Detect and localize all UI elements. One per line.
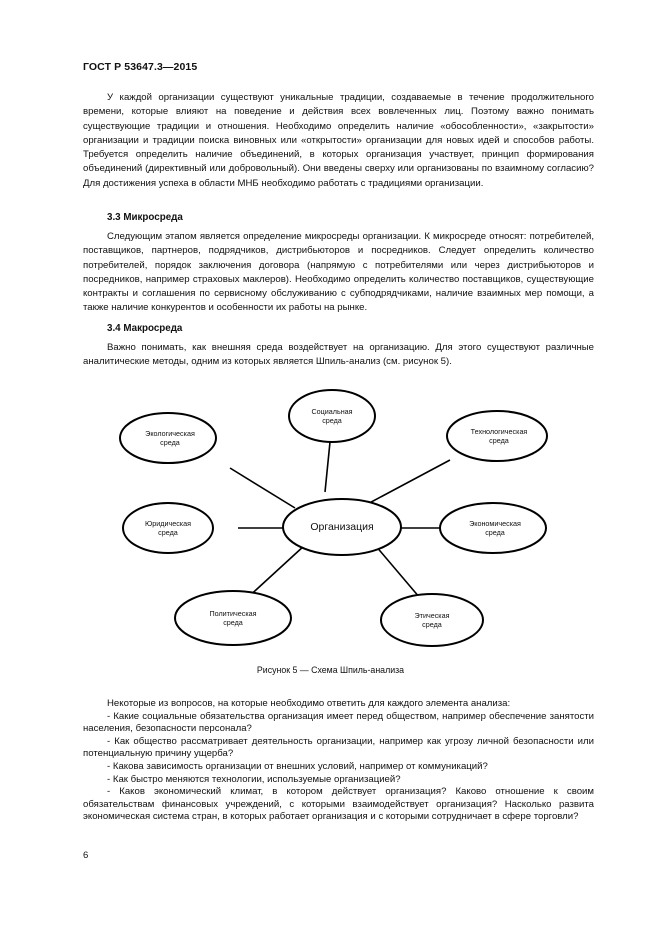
question-item: - Какова зависимость организации от внешних условий, например от коммуникаций?: [107, 760, 488, 772]
questions-intro: Некоторые из вопросов, на которые необходимо ответить для каждого элемента анализа:: [107, 698, 511, 709]
paragraph-macro: Важно понимать, как внешняя среда воздействует на организацию. Для этого существуют различные аналитические методы, одним из которых является Шпиль-анализ (см. рисунок 5).: [83, 342, 594, 368]
node-ecological: [145, 429, 195, 447]
node-social: [311, 407, 352, 425]
node-technological-line2: среда: [489, 436, 509, 445]
standard-header: ГОСТ Р 53647.3—2015: [83, 61, 198, 73]
paragraph-micro: Следующим этапом является определение микросреды организации. К микросреде относят: потребителей, поставщиков, партнеров, подрядчиков, дистрибьюторов и посредников. Следует определить количество потребителей, порядок заключения договора (напрямую с потребителями или через дистрибьюторов и посредников, например страховых маклеров). Необходимо определить количество поставщиков, существующие контракты и соглашения по сервисному обслуживанию с субподрядчиками, наличие взаимных мер помощи, а также наличие конкурентов и особенности их работы на рынке.: [83, 231, 594, 314]
node-ethical: [414, 611, 449, 629]
node-social-line1: Социальная: [311, 407, 353, 416]
node-political: [209, 609, 256, 627]
question-item: - Как быстро меняются технологии, используемые организацией?: [107, 773, 401, 785]
node-political-line2: среда: [223, 618, 243, 627]
node-economic: [469, 519, 521, 537]
question-item: - Каков экономический климат, в котором действует организация? Каково отношение к своим обязательствам финансовых учреждений, с которыми взаимодействует организация? Насколько развита экономическая система стран, в которых работает организация и с которыми сотрудничает в сфере торговли?: [83, 786, 594, 823]
page-number: 6: [83, 850, 89, 861]
connector-technological: [360, 460, 450, 508]
node-political-line1: Политическая: [209, 609, 257, 618]
node-ecological-line1: Экологическая: [145, 429, 195, 438]
node-legal-line2: среда: [158, 528, 178, 537]
figure-caption: Рисунок 5 — Схема Шпиль-анализа: [256, 665, 405, 675]
connector-social: [325, 442, 330, 492]
questions-list: [83, 698, 594, 824]
paragraph-traditions: У каждой организации существуют уникальные традиции, создаваемые в течение продолжительного времени, которые влияют на поведение и действия всех вовлеченных лиц. Поэтому важно понимать существующие традиции и отношения. Необходимо определить наличие «обособленности», «закрытости» организации и традиции поиска виновных или «открытости» организации для новых идей и способов работы. Требуется определить наличие объединений, в которых организация участвует, принцип формирования объединений (директивный или добровольный). Они введены сверху или организованы по взаимному согласию? Для достижения успеха в области МНБ необходимо работать с традициями организации.: [83, 92, 594, 189]
center-label-organization: Организация: [310, 521, 374, 533]
node-legal: [145, 519, 191, 537]
question-item: - Какие социальные обязательства организация имеет перед обществом, например обеспечение занятости населения, безопасности персонала?: [83, 710, 594, 735]
node-ethical-line1: Этическая: [414, 611, 450, 620]
node-technological: [471, 427, 528, 445]
spider-analysis-diagram: [110, 380, 560, 655]
section-heading-micro: 3.3 Микросреда: [107, 212, 183, 223]
question-item: - Как общество рассматривает деятельность организации, например как угрозу личной безопасности или потенциальную причину ущерба?: [83, 735, 594, 760]
node-legal-line1: Юридическая: [144, 519, 192, 528]
node-ecological-line2: среда: [160, 438, 180, 447]
connector-ecological: [230, 468, 295, 508]
connector-ethical: [375, 545, 420, 598]
node-social-line2: среда: [322, 416, 342, 425]
node-economic-line2: среда: [485, 528, 505, 537]
node-ethical-line2: среда: [422, 620, 442, 629]
section-heading-macro: 3.4 Макросреда: [107, 323, 183, 334]
node-technological-line1: Технологическая: [470, 427, 528, 436]
node-economic-line1: Экономическая: [469, 519, 521, 528]
